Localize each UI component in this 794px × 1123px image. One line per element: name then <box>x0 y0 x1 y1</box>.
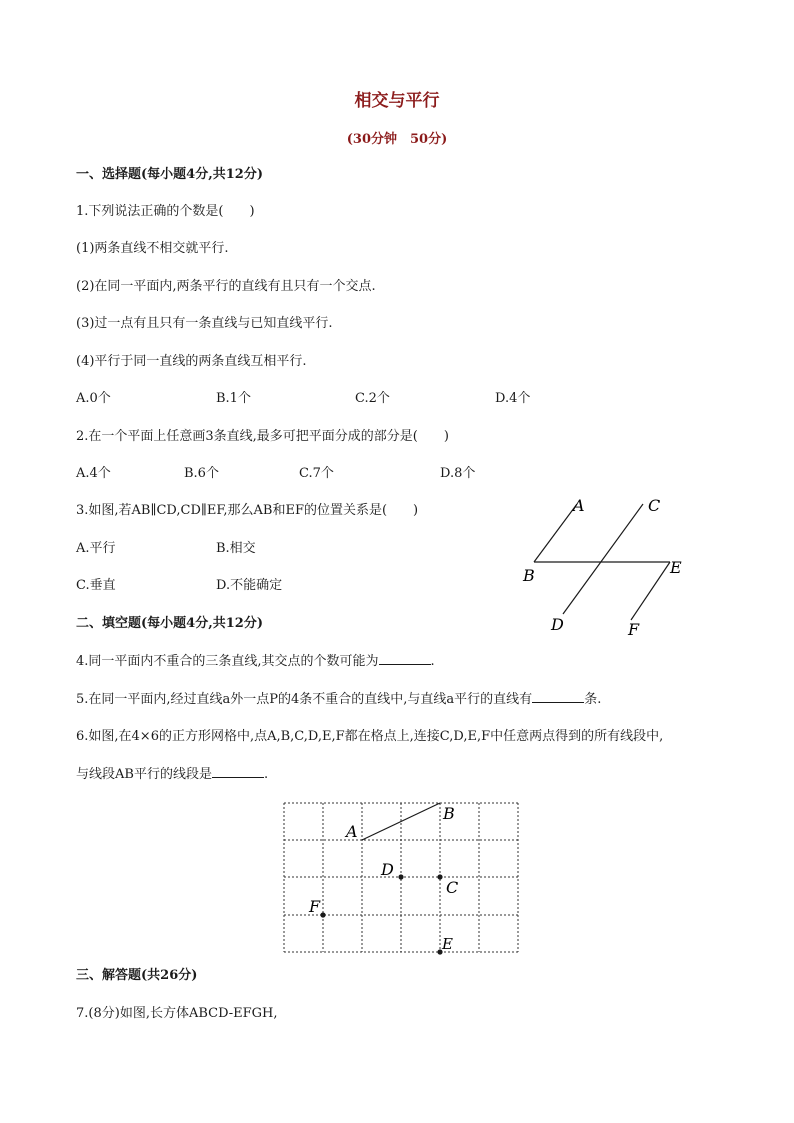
segment-cd <box>563 504 643 614</box>
label-f: F <box>309 897 321 916</box>
q4-end: . <box>430 654 435 669</box>
point-f <box>320 912 325 917</box>
q6-stem-line2: 与线段AB平行的线段是 <box>76 767 212 782</box>
label-e: E <box>670 558 682 577</box>
q6-stem-line1: 6.如图,在4×6的正方形网格中,点A,B,C,D,E,F都在格点上,连接C,D,E,F中任意两点得到的所有线段中, <box>76 729 664 744</box>
q3-option-b: B.相交 <box>216 541 256 556</box>
q1-statement-2: (2)在同一平面内,两条平行的直线有且只有一个交点. <box>76 279 376 294</box>
segment-ab <box>534 504 577 562</box>
q1-option-d: D.4个 <box>495 391 531 406</box>
page-subtitle: (30分钟 50分) <box>346 132 448 147</box>
label-b: B <box>523 566 535 585</box>
label-a: A <box>346 822 358 841</box>
label-d: D <box>381 860 394 879</box>
q1-option-a: A.0个 <box>76 391 111 406</box>
q5-stem: 5.在同一平面内,经过直线a外一点P的4条不重合的直线中,与直线a平行的直线有 <box>76 692 533 707</box>
q3-option-d: D.不能确定 <box>216 578 283 593</box>
q4-answer-blank[interactable] <box>379 652 431 665</box>
section1-heading: 一、选择题(每小题4分,共12分) <box>76 167 263 182</box>
q4-stem: 4.同一平面内不重合的三条直线,其交点的个数可能为 <box>76 654 379 669</box>
q6-end: . <box>263 767 269 782</box>
page-title: 相交与平行 <box>354 91 440 111</box>
q6-grid-figure <box>270 795 530 960</box>
q6-answer-blank[interactable] <box>212 765 264 778</box>
point-c <box>437 874 442 879</box>
q2-option-c: C.7个 <box>299 466 334 481</box>
q5-answer-blank[interactable] <box>532 690 584 703</box>
q1-stem: 1.下列说法正确的个数是( ) <box>76 204 255 219</box>
q3-parallel-lines-figure <box>515 492 695 642</box>
q5-end: 条. <box>584 692 602 707</box>
label-d: D <box>551 615 564 634</box>
label-b: B <box>443 804 455 823</box>
q6-text <box>76 765 268 784</box>
q4-text <box>76 652 435 671</box>
segment-ef <box>631 562 670 620</box>
q2-option-b: B.6个 <box>184 466 219 481</box>
section2-heading: 二、填空题(每小题4分,共12分) <box>76 616 263 631</box>
q1-statement-3: (3)过一点有且只有一条直线与已知直线平行. <box>76 316 333 331</box>
q1-option-c: C.2个 <box>355 391 390 406</box>
q2-stem: 2.在一个平面上任意画3条直线,最多可把平面分成的部分是( ) <box>76 429 449 444</box>
label-c: C <box>648 496 661 515</box>
q7-stem: 7.(8分)如图,长方体ABCD-EFGH, <box>76 1006 278 1021</box>
q3-option-c: C.垂直 <box>76 578 116 593</box>
q2-option-d: D.8个 <box>440 466 476 481</box>
q5-text <box>76 690 601 709</box>
label-e: E <box>442 935 453 953</box>
label-a: A <box>573 496 585 515</box>
q3-option-a: A.平行 <box>76 541 116 556</box>
q3-stem: 3.如图,若AB∥CD,CD∥EF,那么AB和EF的位置关系是( ) <box>76 503 419 518</box>
point-d <box>398 874 403 879</box>
label-f: F <box>628 620 640 639</box>
q1-statement-4: (4)平行于同一直线的两条直线互相平行. <box>76 354 307 369</box>
q1-statement-1: (1)两条直线不相交就平行. <box>76 241 229 256</box>
section3-heading: 三、解答题(共26分) <box>76 968 198 983</box>
label-c: C <box>446 878 459 897</box>
q1-option-b: B.1个 <box>216 391 251 406</box>
q2-option-a: A.4个 <box>76 466 111 481</box>
